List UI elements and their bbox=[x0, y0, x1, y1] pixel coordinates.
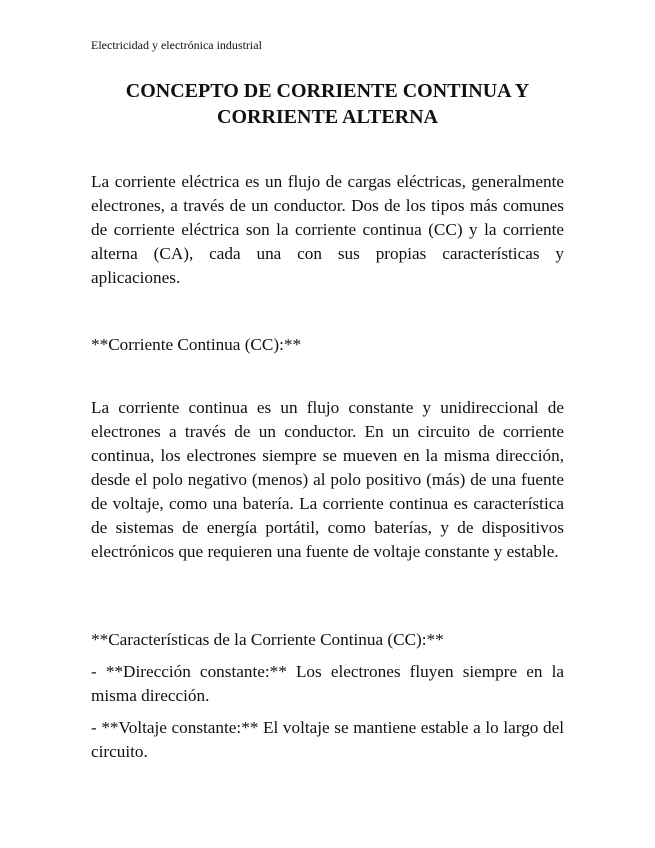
intro-paragraph: La corriente eléctrica es un flujo de cargas eléctricas, generalmente electrones, a través de un conductor. Dos de los tipos más comunes de corriente eléctrica son la corriente continua (CC) y la corriente alterna (CA), cada una con sus propias características y aplicaciones. bbox=[91, 172, 564, 287]
cc-body-paragraph: La corriente continua es un flujo constante y unidireccional de electrones a través de un conductor. En un circuito de corriente continua, los electrones siempre se mueven en la misma dirección, desde el polo negativo (menos) al polo positivo (más) de una fuente de voltaje, como una batería. La corriente continua es característica de sistemas de energía portátil, como baterías, y de dispositivos electrónicos que requieren una fuente de voltaje constante y estable. bbox=[91, 398, 564, 561]
running-header: Electricidad y electrónica industrial bbox=[91, 38, 262, 52]
cc-features-heading: **Características de la Corriente Continua (CC):** bbox=[91, 630, 444, 649]
page-title: CONCEPTO DE CORRIENTE CONTINUA Y CORRIENTE ALTERNA bbox=[125, 80, 530, 128]
cc-section-heading: **Corriente Continua (CC):** bbox=[91, 335, 302, 354]
list-item: - **Voltaje constante:** El voltaje se mantiene estable a lo largo del circuito. bbox=[91, 718, 564, 761]
list-item: - **Dirección constante:** Los electrones fluyen siempre en la misma dirección. bbox=[91, 662, 564, 705]
